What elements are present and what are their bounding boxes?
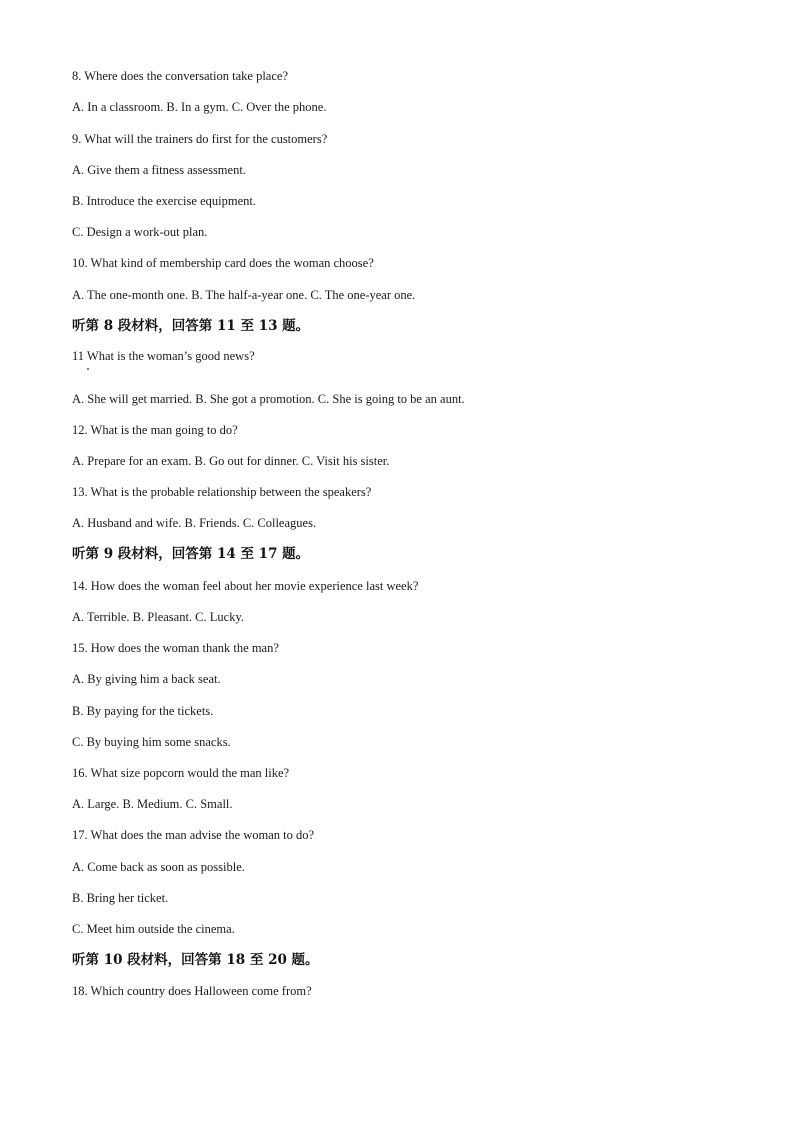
option-15b: B. By paying for the tickets. bbox=[72, 704, 214, 718]
section-heading-10: 听第 10 段材料，回答第 18 至 20 题。 bbox=[72, 952, 319, 968]
section-heading-8: 听第 8 段材料，回答第 11 至 13 题。 bbox=[72, 318, 310, 334]
question-8: 8. Where does the conversation take place? bbox=[72, 69, 288, 83]
question-11: 11 What is the woman’s good news? bbox=[72, 349, 255, 363]
stray-mark bbox=[87, 368, 89, 370]
option-17c: C. Meet him outside the cinema. bbox=[72, 922, 235, 936]
options-12: A. Prepare for an exam. B. Go out for dinner. C. Visit his sister. bbox=[72, 454, 390, 468]
question-16: 16. What size popcorn would the man like? bbox=[72, 766, 290, 780]
option-9a: A. Give them a fitness assessment. bbox=[72, 163, 246, 177]
options-8: A. In a classroom. B. In a gym. C. Over the phone. bbox=[72, 100, 327, 114]
options-10: A. The one-month one. B. The half-a-year one. C. The one-year one. bbox=[72, 288, 416, 302]
question-15: 15. How does the woman thank the man? bbox=[72, 641, 279, 655]
options-11: A. She will get married. B. She got a promotion. C. She is going to be an aunt. bbox=[72, 392, 465, 406]
option-9b: B. Introduce the exercise equipment. bbox=[72, 194, 256, 208]
option-9c: C. Design a work-out plan. bbox=[72, 225, 208, 239]
question-17: 17. What does the man advise the woman to do? bbox=[72, 828, 315, 842]
question-13: 13. What is the probable relationship between the speakers? bbox=[72, 485, 372, 499]
section-heading-9: 听第 9 段材料，回答第 14 至 17 题。 bbox=[72, 546, 310, 562]
question-9: 9. What will the trainers do first for the customers? bbox=[72, 132, 328, 146]
option-15a: A. By giving him a back seat. bbox=[72, 672, 221, 686]
option-15c: C. By buying him some snacks. bbox=[72, 735, 231, 749]
option-17a: A. Come back as soon as possible. bbox=[72, 860, 245, 874]
question-12: 12. What is the man going to do? bbox=[72, 423, 238, 437]
option-17b: B. Bring her ticket. bbox=[72, 891, 169, 905]
question-10: 10. What kind of membership card does the woman choose? bbox=[72, 256, 374, 270]
options-13: A. Husband and wife. B. Friends. C. Colleagues. bbox=[72, 516, 317, 530]
options-16: A. Large. B. Medium. C. Small. bbox=[72, 797, 233, 811]
question-14: 14. How does the woman feel about her movie experience last week? bbox=[72, 579, 419, 593]
options-14: A. Terrible. B. Pleasant. C. Lucky. bbox=[72, 610, 245, 624]
question-18: 18. Which country does Halloween come from? bbox=[72, 984, 312, 998]
